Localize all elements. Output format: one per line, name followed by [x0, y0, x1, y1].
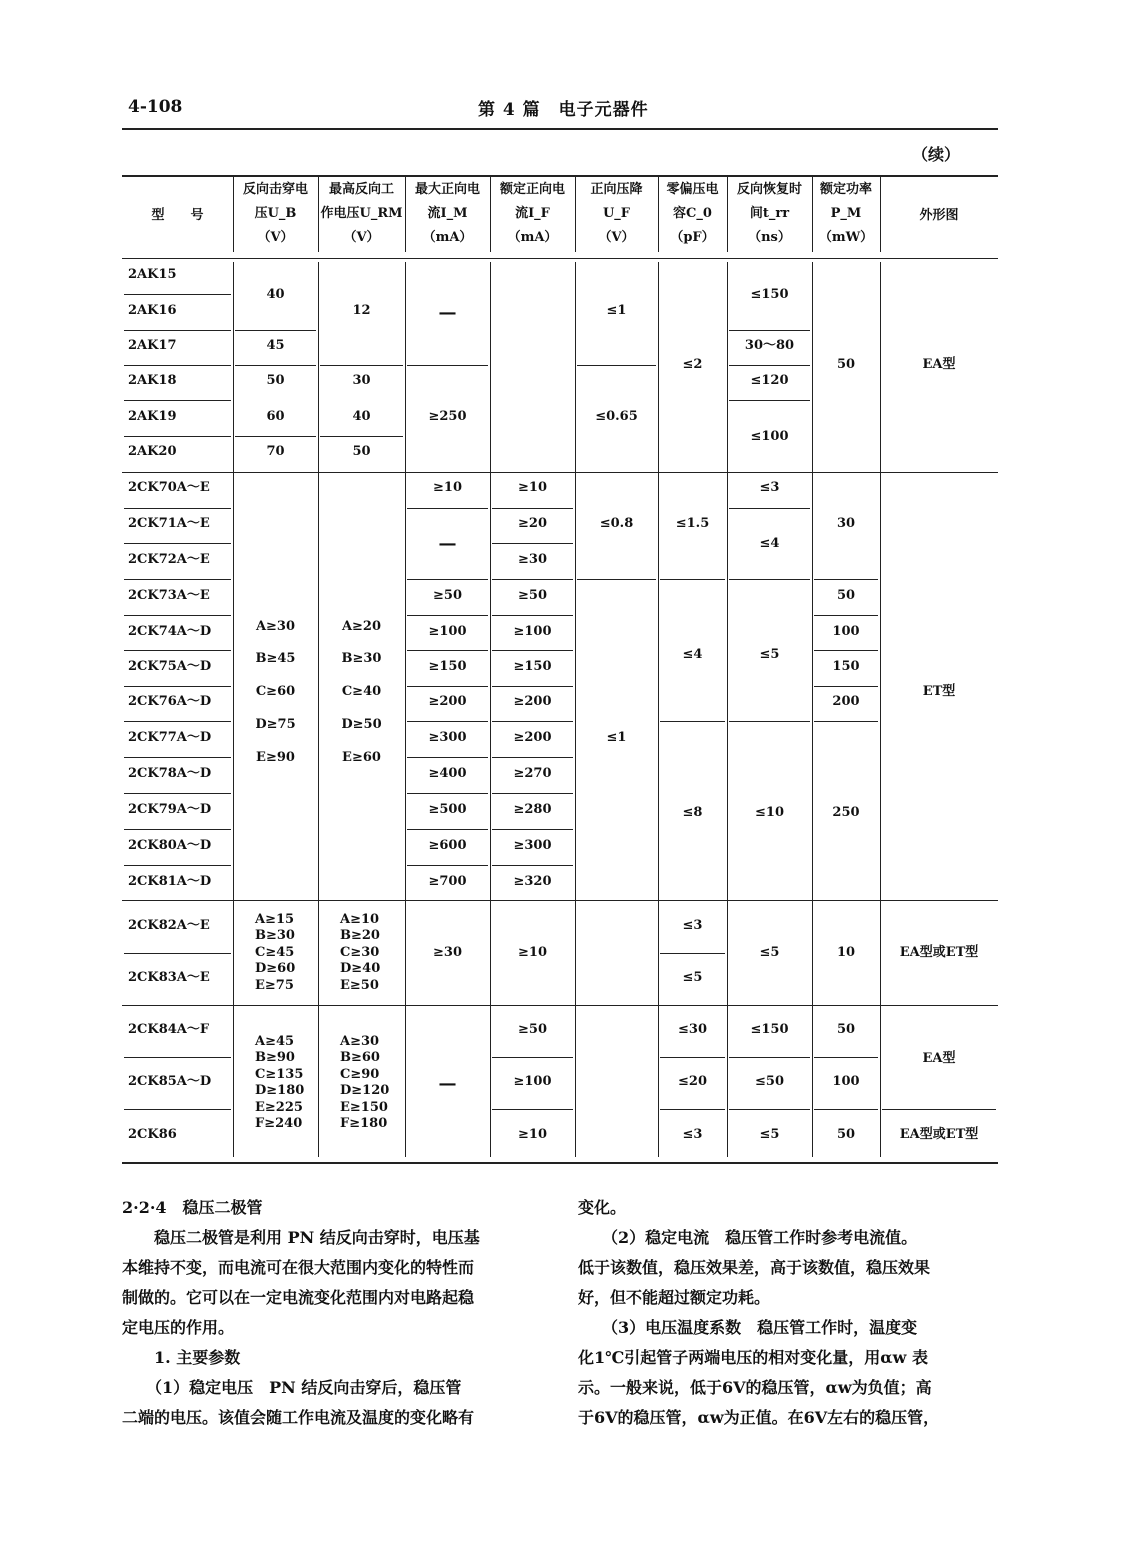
group-rule	[122, 472, 998, 473]
rated-forward-current-cell: ≥20	[518, 516, 547, 531]
row-rule	[407, 508, 488, 509]
capacitance-cell: ≤30	[678, 1022, 707, 1037]
row-rule	[235, 365, 316, 366]
row-rule	[124, 757, 231, 758]
reverse-voltage-cell: D≥50	[341, 717, 382, 732]
breakdown-voltage-cell: A≥15 B≥30 C≥45 D≥60 E≥75	[255, 911, 296, 993]
row-rule	[124, 365, 231, 366]
row-rule	[124, 294, 231, 295]
breakdown-voltage-cell: 60	[266, 409, 285, 424]
row-rule	[407, 865, 488, 866]
recovery-time-cell: ≤5	[759, 647, 780, 662]
header-line: （mW）	[818, 230, 874, 245]
model-cell: 2CK82A～E	[128, 918, 210, 933]
row-rule	[660, 953, 725, 954]
header-line: 型 号	[151, 208, 204, 223]
power-cell: 50	[836, 1127, 856, 1142]
max-forward-current-cell: ≥50	[433, 588, 462, 603]
row-rule	[407, 793, 488, 794]
table-bottom-rule	[122, 1162, 998, 1164]
power-cell: 50	[836, 588, 856, 603]
paragraph-line: 化1℃引起管子两端电压的相对变化量，用αw 表	[578, 1348, 928, 1367]
max-forward-current-cell: ≥10	[433, 480, 462, 495]
header-line: 压U_B	[254, 206, 297, 221]
column-header	[812, 178, 880, 250]
row-rule	[124, 543, 231, 544]
row-rule	[660, 721, 725, 722]
row-rule	[124, 330, 231, 331]
package-cell: EA型或ET型	[899, 945, 979, 960]
package-cell: EA型	[922, 357, 956, 372]
breakdown-voltage-cell: A≥45 B≥90 C≥135 D≥180 E≥225 F≥240	[255, 1033, 305, 1131]
reverse-voltage-cell: 40	[352, 409, 371, 424]
header-line: P_M	[830, 206, 862, 221]
column-header	[405, 178, 490, 250]
model-cell: 2CK86	[128, 1127, 177, 1142]
row-rule	[660, 579, 725, 580]
model-cell: 2AK17	[128, 338, 177, 353]
row-rule	[124, 650, 231, 651]
recovery-time-cell: ≤5	[759, 945, 780, 960]
header-line: （V）	[598, 230, 635, 245]
power-cell: 50	[836, 1022, 856, 1037]
paragraph-line: （1）稳定电压 PN 结反向击穿后，稳压管	[122, 1378, 462, 1397]
row-rule	[407, 721, 488, 722]
group-rule	[122, 900, 998, 901]
row-rule	[492, 1057, 573, 1058]
column-rule	[318, 262, 319, 1157]
header-line: 作电压U_RM	[320, 206, 403, 221]
header-rule	[122, 128, 998, 130]
power-cell: 30	[836, 516, 856, 531]
model-cell: 2CK71A～E	[128, 516, 210, 531]
row-rule	[492, 829, 573, 830]
row-rule	[492, 579, 573, 580]
header-line: 零偏压电	[666, 182, 719, 197]
column-rule	[575, 262, 576, 1157]
model-cell: 2CK74A～D	[128, 624, 212, 639]
header-line: 间t_rr	[749, 206, 790, 221]
paragraph-line: 1. 主要参数	[122, 1348, 241, 1367]
recovery-time-cell: ≤10	[755, 805, 784, 820]
max-forward-current-cell: —	[438, 1073, 457, 1094]
row-rule	[124, 615, 231, 616]
row-rule	[407, 829, 488, 830]
model-cell: 2CK79A～D	[128, 802, 212, 817]
max-forward-current-cell: ≥200	[428, 694, 467, 709]
row-rule	[729, 365, 810, 366]
rated-forward-current-cell: ≥320	[513, 874, 552, 889]
rated-forward-current-cell: ≥100	[513, 624, 552, 639]
row-rule	[407, 650, 488, 651]
max-forward-current-cell: ≥30	[433, 945, 462, 960]
max-forward-current-cell: ≥700	[428, 874, 467, 889]
row-rule	[320, 436, 403, 437]
paragraph-line: 2·2·4 稳压二极管	[122, 1198, 263, 1217]
reverse-voltage-cell: 30	[352, 373, 371, 388]
header-line: 反向击穿电	[242, 182, 308, 197]
row-rule	[320, 365, 403, 366]
recovery-time-cell: ≤5	[759, 1127, 780, 1142]
model-cell: 2CK77A～D	[128, 730, 212, 745]
recovery-time-cell: ≤50	[755, 1074, 784, 1089]
power-cell: 100	[832, 624, 860, 639]
model-cell: 2CK72A～E	[128, 552, 210, 567]
paragraph-line: 低于该数值，稳压效果差，高于该数值，稳压效果	[578, 1258, 931, 1277]
rated-forward-current-cell: ≥30	[518, 552, 547, 567]
rated-forward-current-cell: ≥100	[513, 1074, 552, 1089]
model-cell: 2CK83A～E	[128, 970, 210, 985]
breakdown-voltage-cell: 70	[266, 444, 285, 459]
model-cell: 2CK85A～D	[128, 1074, 212, 1089]
column-rule	[880, 262, 881, 1157]
forward-drop-cell: ≤0.65	[595, 409, 638, 424]
recovery-time-cell: ≤3	[759, 480, 780, 495]
row-rule	[124, 400, 231, 401]
row-rule	[492, 757, 573, 758]
column-header	[575, 178, 658, 250]
continued-label: （续）	[912, 145, 961, 164]
forward-drop-cell: ≤1	[606, 303, 627, 318]
capacitance-cell: ≤2	[682, 357, 703, 372]
rated-forward-current-cell: ≥10	[518, 1127, 547, 1142]
breakdown-voltage-cell: 50	[266, 373, 285, 388]
header-line: 外形图	[919, 208, 959, 223]
max-forward-current-cell: —	[438, 302, 457, 323]
paragraph-line: 变化。	[578, 1198, 627, 1217]
row-rule	[124, 508, 231, 509]
max-forward-current-cell: ≥100	[428, 624, 467, 639]
row-rule	[124, 686, 231, 687]
model-cell: 2CK73A～E	[128, 588, 210, 603]
header-line: （pF）	[670, 230, 715, 245]
row-rule	[729, 579, 810, 580]
row-rule	[814, 1057, 878, 1058]
column-header	[727, 178, 812, 250]
power-cell: 250	[832, 805, 860, 820]
row-rule	[814, 721, 878, 722]
package-cell: EA型或ET型	[899, 1127, 979, 1142]
power-cell: 10	[836, 945, 856, 960]
row-rule	[729, 1109, 810, 1110]
header-bottom-rule	[122, 258, 998, 259]
header-line: （mA）	[422, 230, 473, 245]
page-number: 4-108	[128, 97, 183, 117]
row-rule	[492, 865, 573, 866]
row-rule	[407, 579, 488, 580]
power-cell: 100	[832, 1074, 860, 1089]
capacitance-cell: ≤3	[682, 918, 703, 933]
capacitance-cell: ≤20	[678, 1074, 707, 1089]
rated-forward-current-cell: ≥10	[518, 945, 547, 960]
capacitance-cell: ≤1.5	[675, 516, 710, 531]
row-rule	[814, 615, 878, 616]
max-forward-current-cell: —	[438, 533, 457, 554]
rated-forward-current-cell: ≥300	[513, 838, 552, 853]
recovery-time-cell: ≤150	[750, 287, 789, 302]
rated-forward-current-cell: ≥10	[518, 480, 547, 495]
power-cell: 200	[832, 694, 860, 709]
header-line: （V）	[343, 230, 380, 245]
paragraph-line: 定电压的作用。	[122, 1318, 235, 1337]
model-cell: 2CK76A～D	[128, 694, 212, 709]
header-line: 最大正向电	[414, 182, 480, 197]
recovery-time-cell: ≤4	[759, 536, 780, 551]
forward-drop-cell: ≤0.8	[599, 516, 634, 531]
max-forward-current-cell: ≥500	[428, 802, 467, 817]
paragraph-line: 二端的电压。该值会随工作电流及温度的变化略有	[122, 1408, 475, 1427]
row-rule	[124, 1109, 231, 1110]
row-rule	[492, 615, 573, 616]
row-rule	[814, 686, 878, 687]
header-line: 容C_0	[673, 206, 712, 221]
header-line: （V）	[257, 230, 294, 245]
paragraph-line: 好，但不能超过额定功耗。	[578, 1288, 771, 1307]
rated-forward-current-cell: ≥150	[513, 659, 552, 674]
row-rule	[492, 543, 573, 544]
row-rule	[492, 1109, 573, 1110]
section-title: 第 4 篇 电子元器件	[478, 100, 649, 120]
header-line: （ns）	[748, 230, 791, 245]
model-cell: 2CK81A～D	[128, 874, 212, 889]
reverse-voltage-cell: A≥30 B≥60 C≥90 D≥120 E≥150 F≥180	[340, 1033, 390, 1131]
row-rule	[729, 508, 810, 509]
group-rule	[122, 1005, 998, 1006]
row-rule	[124, 865, 231, 866]
rated-forward-current-cell: ≥50	[518, 588, 547, 603]
row-rule	[492, 508, 573, 509]
model-cell: 2AK19	[128, 409, 177, 424]
table-top-rule	[122, 175, 998, 177]
row-rule	[729, 400, 810, 401]
paragraph-line: （3）电压温度系数 稳压管工作时，温度变	[578, 1318, 918, 1337]
capacitance-cell: ≤5	[682, 970, 703, 985]
row-rule	[235, 436, 316, 437]
recovery-time-cell: ≤100	[750, 429, 789, 444]
max-forward-current-cell: ≥400	[428, 766, 467, 781]
row-rule	[577, 579, 656, 580]
row-rule	[814, 579, 878, 580]
model-cell: 2AK15	[128, 267, 177, 282]
max-forward-current-cell: ≥150	[428, 659, 467, 674]
reverse-voltage-cell: C≥40	[341, 684, 382, 699]
model-cell: 2AK18	[128, 373, 177, 388]
max-forward-current-cell: ≥600	[428, 838, 467, 853]
header-line: 额定功率	[819, 182, 872, 197]
row-rule	[124, 829, 231, 830]
row-rule	[660, 1057, 725, 1058]
column-header	[880, 204, 998, 228]
power-cell: 50	[836, 357, 856, 372]
rated-forward-current-cell: ≥50	[518, 1022, 547, 1037]
breakdown-voltage-cell: C≥60	[255, 684, 296, 699]
reverse-voltage-cell: E≥60	[342, 750, 381, 765]
row-rule	[407, 365, 488, 366]
row-rule	[492, 721, 573, 722]
max-forward-current-cell: ≥250	[428, 409, 467, 424]
breakdown-voltage-cell: B≥45	[255, 651, 296, 666]
breakdown-voltage-cell: 40	[266, 287, 285, 302]
paragraph-line: （2）稳定电流 稳压管工作时参考电流值。	[578, 1228, 918, 1247]
capacitance-cell: ≤8	[682, 805, 703, 820]
row-rule	[124, 793, 231, 794]
column-header	[318, 178, 405, 250]
row-rule	[492, 650, 573, 651]
header-line: 流I_F	[515, 206, 550, 221]
header-line: 额定正向电	[499, 182, 565, 197]
column-header	[122, 204, 233, 228]
row-rule	[882, 1109, 996, 1110]
row-rule	[124, 721, 231, 722]
recovery-time-cell: ≤120	[750, 373, 789, 388]
row-rule	[729, 1057, 810, 1058]
model-cell: 2CK78A～D	[128, 766, 212, 781]
paragraph-line: 稳压二极管是利用 PN 结反向击穿时，电压基	[122, 1228, 480, 1247]
reverse-voltage-cell: A≥10 B≥20 C≥30 D≥40 E≥50	[340, 911, 381, 993]
power-cell: 150	[832, 659, 860, 674]
column-header	[233, 178, 318, 250]
row-rule	[407, 615, 488, 616]
model-cell: 2CK84A～F	[128, 1022, 210, 1037]
row-rule	[492, 686, 573, 687]
row-rule	[492, 793, 573, 794]
paragraph-line: 示。一般来说，低于6V的稳压管，αw为负值；高	[578, 1378, 932, 1397]
forward-drop-cell: ≤1	[606, 730, 627, 745]
paragraph-line: 于6V的稳压管，αw为正值。在6V左右的稳压管，	[578, 1408, 940, 1427]
column-rule	[233, 262, 234, 1157]
header-line: 反向恢复时	[736, 182, 802, 197]
recovery-time-cell: 30～80	[744, 338, 795, 353]
column-rule	[405, 262, 406, 1157]
breakdown-voltage-cell: E≥90	[256, 750, 295, 765]
row-rule	[814, 650, 878, 651]
row-rule	[124, 953, 231, 954]
row-rule	[407, 757, 488, 758]
row-rule	[729, 721, 810, 722]
max-forward-current-cell: ≥300	[428, 730, 467, 745]
paragraph-line: 制做的。它可以在一定电流变化范围内对电路起稳	[122, 1288, 475, 1307]
rated-forward-current-cell: ≥200	[513, 730, 552, 745]
row-rule	[235, 330, 316, 331]
rated-forward-current-cell: ≥280	[513, 802, 552, 817]
reverse-voltage-cell: A≥20	[341, 619, 382, 634]
reverse-voltage-cell: 12	[352, 303, 371, 318]
rated-forward-current-cell: ≥270	[513, 766, 552, 781]
header-line: 最高反向工	[328, 182, 394, 197]
model-cell: 2CK80A～D	[128, 838, 212, 853]
model-cell: 2AK20	[128, 444, 177, 459]
column-header	[658, 178, 727, 250]
header-line: U_F	[602, 206, 631, 221]
rated-forward-current-cell: ≥200	[513, 694, 552, 709]
row-rule	[729, 330, 810, 331]
package-cell: EA型	[922, 1051, 956, 1066]
header-line: 流I_M	[427, 206, 468, 221]
row-rule	[577, 365, 656, 366]
paragraph-line: 本维持不变，而电流可在很大范围内变化的特性而	[122, 1258, 475, 1277]
breakdown-voltage-cell: 45	[266, 338, 285, 353]
column-header	[490, 178, 575, 250]
row-rule	[124, 579, 231, 580]
breakdown-voltage-cell: A≥30	[255, 619, 296, 634]
capacitance-cell: ≤3	[682, 1127, 703, 1142]
header-line: （mA）	[507, 230, 558, 245]
package-cell: ET型	[922, 684, 956, 699]
breakdown-voltage-cell: D≥75	[255, 717, 296, 732]
reverse-voltage-cell: B≥30	[341, 651, 382, 666]
reverse-voltage-cell: 50	[352, 444, 371, 459]
model-cell: 2CK70A～E	[128, 480, 210, 495]
row-rule	[814, 1109, 878, 1110]
header-line: 正向压降	[590, 182, 643, 197]
row-rule	[124, 1057, 231, 1058]
row-rule	[124, 436, 231, 437]
row-rule	[660, 1109, 725, 1110]
recovery-time-cell: ≤150	[750, 1022, 789, 1037]
row-rule	[407, 686, 488, 687]
capacitance-cell: ≤4	[682, 647, 703, 662]
model-cell: 2CK75A～D	[128, 659, 212, 674]
model-cell: 2AK16	[128, 303, 177, 318]
